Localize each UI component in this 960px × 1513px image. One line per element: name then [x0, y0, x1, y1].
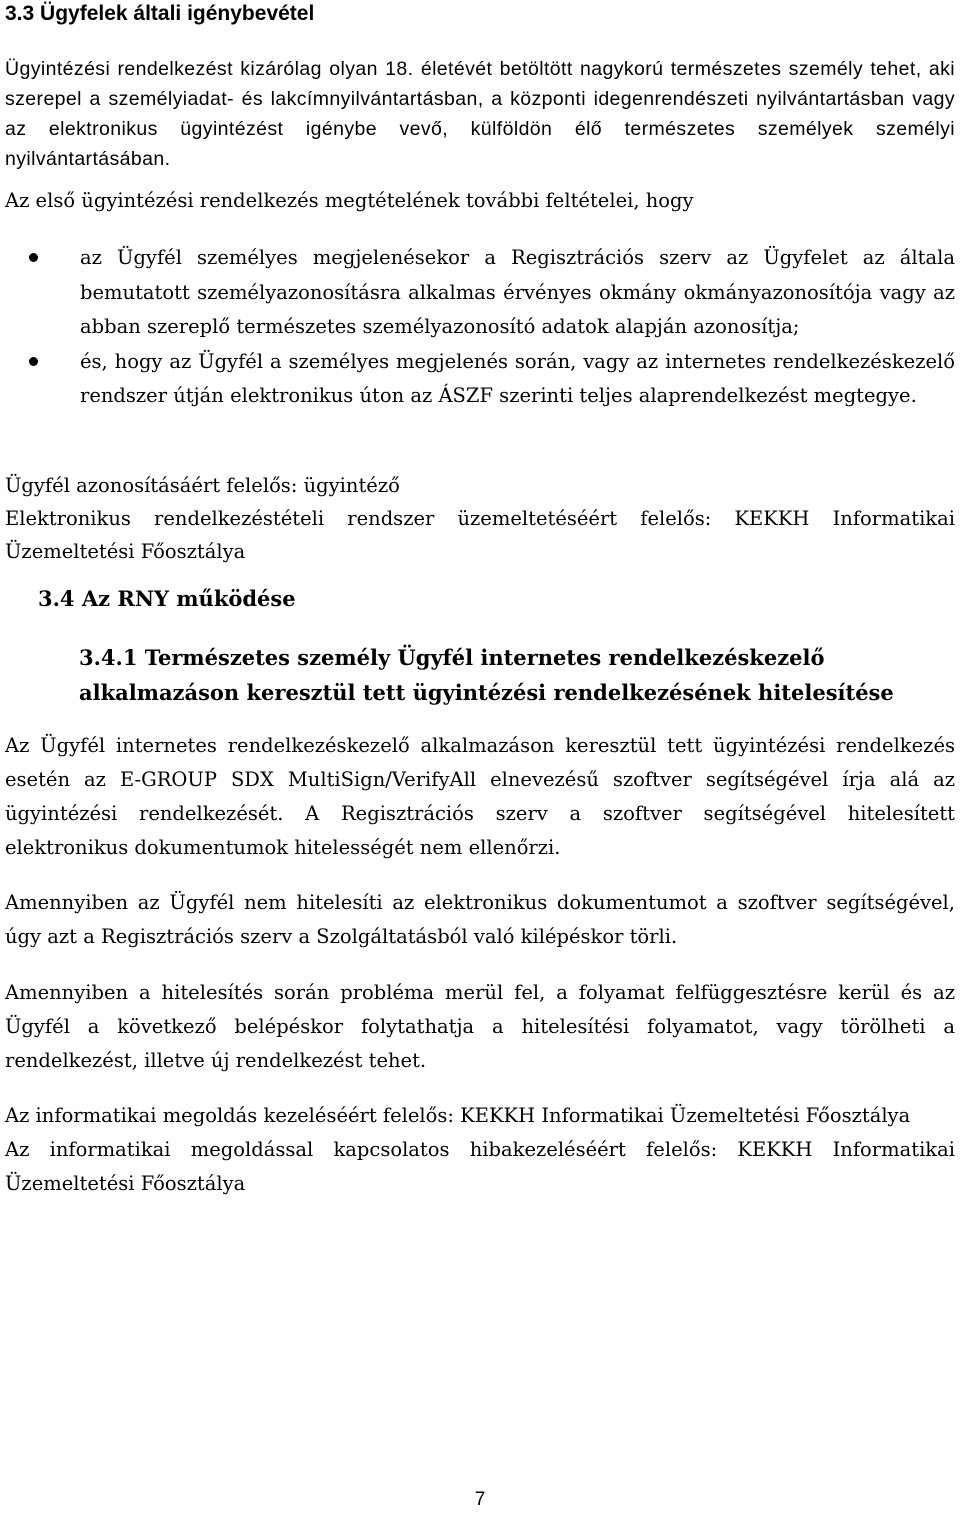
problem-paragraph-block — [5, 976, 955, 1078]
conditions-intro-block — [5, 184, 955, 218]
intro-paragraph-block — [5, 54, 955, 174]
responsible-system-operation: Elektronikus rendelkezéstételi rendszer üzemeltetéséért felelős: KEKKH Informatikai Üzemeltetési Főosztálya — [5, 507, 955, 563]
conditions-intro-paragraph: Az első ügyintézési rendelkezés megtételének további feltételei, hogy — [5, 189, 694, 212]
list-item-text: az Ügyfél személyes megjelenésekor a Regisztrációs szerv az Ügyfelet az általa bemutatott személyazonosításra alkalmas érvényes okmány okmányazonosítója vagy az abban szereplő természetes személyazonosító adatok alapján azonosítja; — [80, 246, 955, 338]
deletion-paragraph-block — [5, 886, 955, 954]
signing-paragraph-block — [5, 729, 955, 865]
subsection-heading-3-4-1: 3.4.1 Természetes személy Ügyfél internetes rendelkezéskezelő alkalmazáson keresztül tett ügyintézési rendelkezésének hitelesítése — [79, 645, 894, 705]
list-item-text: és, hogy az Ügyfél a személyes megjelenés során, vagy az internetes rendelkezéskezelő rendszer útján elektronikus úton az ÁSZF szerinti teljes alaprendelkezést megtegye. — [80, 349, 955, 407]
responsible-identification: Ügyfél azonosításáért felelős: ügyintéző — [5, 474, 400, 497]
responsible-it-solution: Az informatikai megoldás kezeléséért felelős: KEKKH Informatikai Üzemeltetési Főosztálya — [5, 1104, 911, 1127]
page-number: 7 — [474, 1489, 486, 1510]
conditions-list — [5, 241, 955, 414]
signing-paragraph: Az Ügyfél internetes rendelkezéskezelő alkalmazáson keresztül tett ügyintézési rendelkezés esetén az E-GROUP SDX MultiSign/VerifyAll elnevezésű szoftver segítségével írja alá az ügyintézési rendelkezését. A Regisztrációs szerv a szoftver segítségével hitelesített elektronikus dokumentumok hitelességét nem ellenőrzi. — [5, 734, 955, 859]
list-item — [5, 241, 955, 345]
eligibility-paragraph: Ügyintézési rendelkezést kizárólag olyan 18. életévét betöltött nagykorú természetes személy tehet, aki szerepel a személyiadat- és lakcímnyilvántartásban, a központi idegenrendészeti nyilvántartásban vagy az elektronikus ügyintézést igénybe vevő, külföldön élő természetes személyek személyi nyilvántartásában. — [5, 58, 955, 170]
deletion-paragraph: Amennyiben az Ügyfél nem hitelesíti az elektronikus dokumentumot a szoftver segítségével, úgy azt a Regisztrációs szerv a Szolgáltatásból való kilépéskor törli. — [5, 891, 955, 948]
responsibility-block-3-4 — [5, 1099, 955, 1201]
responsible-error-handling: Az informatikai megoldással kapcsolatos hibakezeléséért felelős: KEKKH Informatikai Üzemeltetési Főosztálya — [5, 1138, 955, 1195]
problem-paragraph: Amennyiben a hitelesítés során probléma merül fel, a folyamat felfüggesztésre kerül és az Ügyfél a következő belépéskor folytathatja a hitelesítési folyamatot, vagy törölheti a rendelkezést, illetve új rendelkezést tehet. — [5, 981, 955, 1072]
responsibility-block-3-3 — [5, 469, 955, 568]
bullet-icon — [29, 357, 38, 366]
section-heading-3-3: 3.3 Ügyfelek általi igénybevétel — [5, 2, 315, 25]
list-item — [5, 345, 955, 414]
bullet-icon — [29, 253, 38, 262]
section-heading-3-4: 3.4 Az RNY működése — [38, 586, 296, 611]
